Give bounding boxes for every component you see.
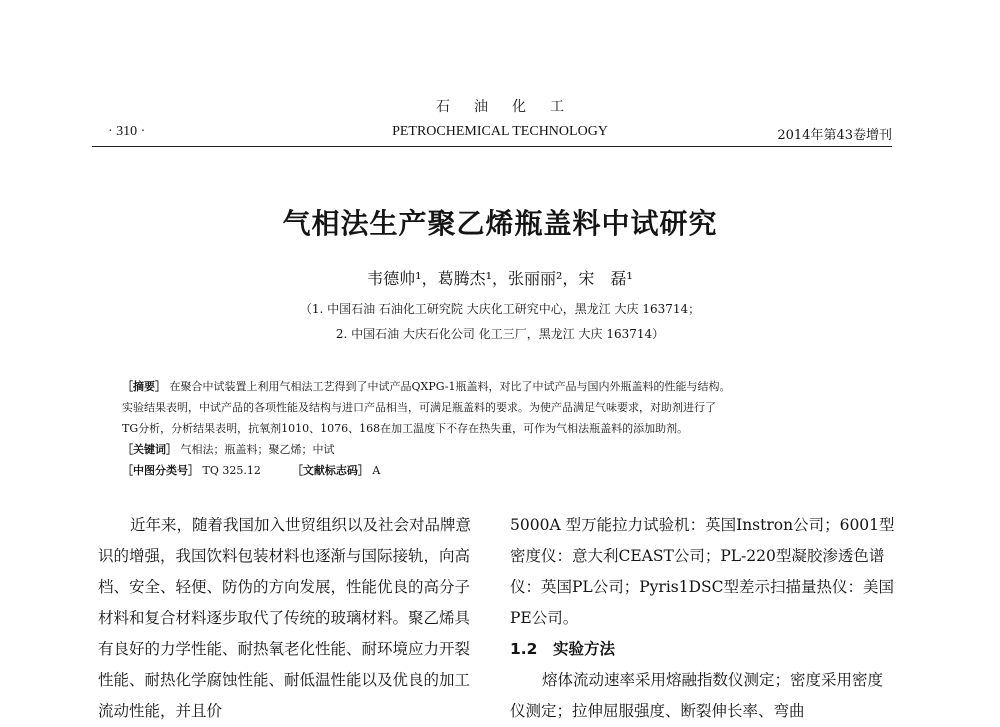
journal-name-en: PETROCHEMICAL TECHNOLOGY <box>392 124 608 139</box>
author-list: 韦德帅¹，葛腾杰¹，张丽丽²，宋 磊¹ <box>367 269 633 288</box>
abstract-label: ［摘要］ <box>122 380 166 393</box>
section-heading: 1.2 实验方法 <box>510 640 615 658</box>
clc-value: TQ 325.12 <box>202 464 261 477</box>
clc-label: ［中图分类号］ <box>122 464 199 477</box>
keywords-label: ［关键词］ <box>122 443 177 456</box>
keywords-line <box>122 439 882 460</box>
keywords-text: 气相法；瓶盖料；聚乙烯；中试 <box>180 443 335 456</box>
issue-info: 2014年第43卷增刊 <box>777 128 892 143</box>
header-divider <box>92 146 892 147</box>
methods-paragraph: 熔体流动速率采用熔融指数仪测定；密度采用密度仪测定；拉伸屈服强度、断裂伸长率、弯曲 <box>510 671 884 720</box>
body-column-right <box>510 510 895 727</box>
classification-line <box>122 460 882 481</box>
journal-name-cn: 石油化工 <box>436 99 588 115</box>
doc-code-value: A <box>372 464 381 477</box>
abstract-line-3: TG分析，分析结果表明，抗氧剂1010、1076、168在加工温度下不存在热失重，可作为气相法瓶盖料的添加助剂。 <box>122 422 689 435</box>
page-number: · 310 · <box>108 124 146 139</box>
equipment-paragraph: 5000A 型万能拉力试验机：英国Instron公司；6001型密度仪：意大利CEAST公司；PL-220型凝胶渗透色谱仪：英国PL公司；Pyris1DSC型差示扫描量热仪：美国PE公司。 <box>510 516 895 627</box>
abstract-line-1 <box>122 376 882 397</box>
abstract-line-2: 实验结果表明，中试产品的各项性能及结构与进口产品相当，可满足瓶盖料的要求。为使产品满足气味要求，对助剂进行了 <box>122 401 716 414</box>
abstract-text-1: 在聚合中试装置上利用气相法工艺得到了中试产品QXPG-1瓶盖料，对比了中试产品与国内外瓶盖料的性能与结构。 <box>169 380 731 393</box>
affiliation-1: （1. 中国石油 石油化工研究院 大庆化工研究中心，黑龙江 大庆 163714； <box>299 302 701 316</box>
body-paragraph: 近年来，随着我国加入世贸组织以及社会对品牌意识的增强，我国饮料包装材料也逐渐与国际接轨，向高档、安全、轻便、防伪的方向发展，性能优良的高分子材料和复合材料逐步取代了传统的玻璃材料。聚乙烯具有良好的力学性能、耐热氧老化性能、耐环境应力开裂性能、耐热化学腐蚀性能、耐低温性能以及优良的加工流动性能，并且价 <box>98 516 472 720</box>
affiliation-2: 2. 中国石油 大庆石化公司 化工三厂，黑龙江 大庆 163714） <box>335 327 665 341</box>
doc-code-label: ［文献标志码］ <box>291 464 369 477</box>
paper-title: 气相法生产聚乙烯瓶盖料中试研究 <box>282 207 718 240</box>
body-column-left <box>98 510 483 727</box>
